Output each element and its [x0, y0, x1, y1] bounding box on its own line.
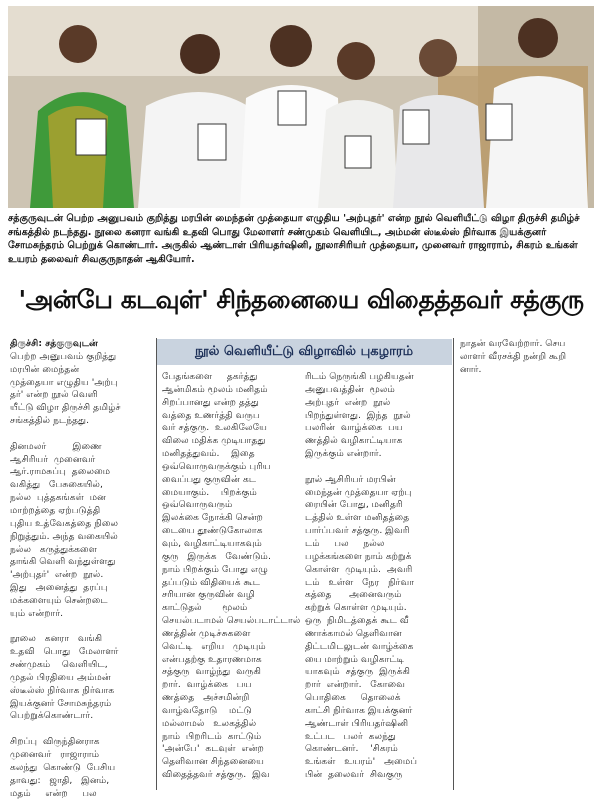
article-text-line: என்பதற்கு உதாரணமாக — [162, 653, 262, 665]
article-text-line: ஆர்.ராமசுப்பு தலைமை — [10, 466, 111, 478]
article-text-line: னார். — [460, 363, 482, 375]
article-text-line: இது அனைத்து தரப்பு — [10, 582, 108, 594]
article-text-line: டையை தூண்டுகோலாக — [162, 525, 263, 537]
article-text-line: உதவி பொது மேலாளர் — [10, 646, 119, 658]
article-text-line: மாற்றத்தை ஏற்படுத்தி — [10, 504, 101, 516]
article-text-line: றார் என்றார். கோவை — [305, 679, 405, 691]
article-text-line: விலை மதிக்க முடியாதது — [162, 435, 266, 447]
article-text-line: தினமலர் இணை — [10, 440, 102, 452]
article-text-line: பெற்றுக்கொண்டார். — [10, 710, 94, 722]
article-text-line: வும், வழிகாட்டியாகவும் — [162, 537, 262, 549]
caption-line: சோமசுந்தரம் பெற்றுக் கொண்டார். அருகில் ஆண்டாள் பிரியதர்ஷினி, நூலாசிரியர் முத்தையா, முனைவர் ராஜாராம், சிகரம் உங்கள் — [8, 240, 578, 251]
article-text-line: ணத்தில் வழிகாட்டியாக — [305, 435, 403, 447]
article-text-line: யும் என்றார். — [10, 607, 64, 619]
article-text-line: நல்ல புத்தகங்கள் மன — [10, 492, 107, 504]
article-text-line: இயக்குனர் சோமசுந்தரம் — [10, 697, 112, 709]
article-text-line — [305, 461, 443, 474]
article-text-line: சங்கத்தில் நடந்தது. — [10, 415, 90, 427]
article-headline: 'அன்பே கடவுள்' சிந்தனையை விதைத்தவர் சத்குரு — [18, 285, 584, 314]
article-text-line: அற்புதர் என்ற நூல் — [305, 396, 391, 408]
article-text-line: ஆண்டாள் பிரியதர்ஷினி — [305, 717, 409, 729]
article-text-line: வர் சத்குரு. உலகிலேயே — [162, 422, 268, 434]
article-text-line: யாகவும் சத்குரு இருக்கி — [305, 666, 410, 678]
article-text-line: பலரின் வாழ்க்கை பய — [305, 422, 403, 434]
article-text-line: ஒரு நிமிடத்தைக் கூட வீ — [305, 615, 409, 627]
article-text-line: வாழ்வதோடு மட்டு — [162, 704, 252, 716]
article-text-line: மரபின் மைந்தன் — [10, 363, 80, 375]
article-text-line: தர்' என்ற நூல் வெளி — [10, 389, 98, 401]
article-text-line: பார்ப்பவர் சத்குரு. இவரி — [305, 525, 410, 537]
article-text-line: 'அன்பே' கடவுள் என்ற — [162, 743, 264, 755]
article-text-line: தாங்கி வெளி வந்துள்ளது — [10, 556, 116, 568]
caption-line: உயரம் தலைவர் சிவகுருநாதன் ஆகியோர். — [8, 253, 195, 265]
article-text-line: மக்களையும் சென்றடை — [10, 594, 108, 606]
article-text-line: உங்கள் உயரம்' அமைப் — [305, 756, 418, 768]
article-text-line: றார். வாழ்க்கை பய — [162, 679, 252, 691]
caption-line: சத்குருவுடன் பெற்ற அனுபவம் குறித்து மரபின் மைந்தன் முத்தையா எழுதிய 'அற்புதர்' என்ற நூல் வெளியீட்டு விழா திருச்சி தமிழ்ச் — [8, 213, 580, 224]
photo-caption — [8, 212, 594, 266]
article-text-line: புதிய உத்வேகத்தை நிலை — [10, 517, 119, 529]
article-text-line: ஆன்மிகம் மூலம் மனிதம் — [162, 383, 268, 395]
article-text-line: தெளிவான சிந்தனையை — [162, 756, 264, 768]
article-text-line: வைப்பது குருவின் கட — [162, 473, 257, 485]
article-column-2 — [162, 371, 300, 782]
article-text-line: செயல்படாமல் செயல்படாட்டால் — [162, 615, 300, 627]
article-text-line: சிறப்பானது என்ற தத்து — [162, 396, 259, 408]
article-text-line: முத்தையா எழுதிய 'அற்பு — [10, 376, 118, 388]
article-text-line: ஒவ்வொருவரும் — [162, 499, 233, 511]
article-text-line: சிறப்பு விருந்தினராக — [10, 736, 100, 748]
article-text-line: நூலை கனரா வங்கி — [10, 633, 103, 645]
column-divider — [453, 338, 454, 790]
article-text-line: சத்குரு வாழ்ந்து வருகி — [162, 666, 262, 678]
article-text-line: வத்தை உணர்த்தி வருப — [162, 409, 260, 421]
article-column-4 — [460, 338, 595, 377]
article-text-line: யீட்டு விழா திருச்சி தமிழ்ச் — [10, 402, 121, 414]
article-text-line: காட்சி நிர்வாக இயக்குனர் — [305, 704, 413, 716]
article-text-line: இலக்கை நோக்கி சென்ற — [162, 512, 263, 524]
article-text-line: நாதன் வரவேற்றார். செய — [460, 338, 566, 349]
article-text-line: 'அற்புதர்' என்ற நூல். — [10, 569, 104, 581]
article-text-line: தப்படும் விதியைக் கூட — [162, 576, 261, 588]
event-photo — [8, 6, 594, 208]
article-text-line: வெட்டி எறிய முடியும் — [162, 640, 266, 652]
article-column-1 — [10, 338, 152, 800]
article-text-line — [10, 621, 152, 634]
article-text-line: கத்தை அனைவரும் — [305, 589, 402, 601]
article-text-line: டத்தில் உள்ள மனிதத்தை — [305, 512, 410, 524]
article-text-line: பின் தலைவர் சிவகுரு — [305, 769, 403, 781]
article-text-line: ணத்தை அச்சமின்றி — [162, 692, 250, 704]
column-divider — [156, 338, 157, 790]
article-text-line: சரியான குருவின் வழி — [162, 589, 255, 601]
article-text-line: நல்ல கருத்துக்களை — [10, 543, 97, 555]
article-subheading: நூல் வெளியீட்டு விழாவில் புகழாரம் — [156, 339, 452, 365]
article-text-line: கற்றுக் கொள்ள முடியும். — [305, 602, 407, 614]
article-text-line: இருக்கும் என்றார். — [305, 448, 382, 460]
article-text-line: ஆசிரியர் முனைவர் — [10, 453, 96, 465]
article-text-line: பிறந்துள்ளது. இந்த நூல் — [305, 409, 411, 421]
article-text-line: உட்பட பலர் கலந்து — [305, 730, 397, 742]
article-text-line: குரு இருக்க வேண்டும். — [162, 550, 271, 562]
article-text-line: ரிடம் நெருங்கி பழகியதன் — [305, 371, 414, 382]
article-text-line: வகித்து பேசுகையில், — [10, 479, 103, 491]
article-text-line: சண்முகம் வெளியிட, — [10, 659, 108, 671]
article-text-line: முதல் பிரதியை அம்மன் — [10, 671, 111, 683]
caption-line: சங்கத்தில் நடந்தது. நூலை கனரா வங்கி உதவி பொது மேலாளர் சண்முகம் வெளியிட, அம்மன் ஸ்டீல்ஸ் நிர்வாக இயக்குனர் — [8, 226, 547, 238]
article-text-line: தாவது: ஜாதி, இனம், — [10, 774, 110, 786]
article-text-line: பெற்ற அனுபவம் குறித்து — [10, 350, 117, 362]
article-text-line: திருச்சி: சத்குருவுடன் — [10, 338, 98, 349]
article-text-line: கொண்டனர். 'சிகரம் — [305, 743, 398, 755]
article-text-line: நூல் ஆசிரியர் மரபின் — [305, 473, 396, 485]
article-text-line: யை மாற்றும் வழிகாட்டி — [305, 653, 405, 665]
book-release-photo — [8, 6, 594, 208]
article-text-line: மையாகும். பிறக்கும் — [162, 486, 257, 498]
article-text-line: கொள்ள முடியும். அவரி — [305, 563, 413, 575]
article-column-3 — [305, 371, 443, 782]
article-text-line: ணாக்காமல் தெளிவான — [305, 627, 402, 639]
article-text-line: விதைத்தவர் சத்குரு. இவ — [162, 769, 270, 781]
article-text-line — [10, 428, 152, 441]
article-text-line: மல்லாமல் உலகத்தில் — [162, 717, 257, 729]
article-text-line: ஸ்டீல்ஸ் நிர்வாக நிர்வாக — [10, 684, 115, 696]
article-text-line: லாளர் வீரசக்தி நன்றி கூறி — [460, 350, 567, 362]
article-text-line: மைந்தன் முத்தையா ஏற்பு — [305, 486, 412, 498]
article-text-line: ணத்தின் முடிச்சுகளை — [162, 627, 251, 639]
article-text-line: அனுபவத்தின் மூலம் — [305, 383, 395, 395]
article-text-line: நாம் பிறக்கும் போது எழு — [162, 563, 268, 575]
article-text-line: டம் உள்ள நேர நிர்வா — [305, 576, 415, 588]
article-text-line: டம் பல நல்ல — [305, 537, 385, 549]
article-text-line: திட்டமிடலுடன் வாழ்க்கை — [305, 640, 414, 652]
article-text-line: மதம் என்ற பல — [10, 787, 97, 799]
article-text-line — [10, 723, 152, 736]
article-text-line: காட்டுதல் மூலம் — [162, 602, 248, 614]
article-text-line: ரையின் போது, மனிதரி — [305, 499, 403, 511]
article-text-line: நிறுத்தும். அந்த வகையில் — [10, 530, 118, 542]
article-text-line: மனிதத்துவம். இதை — [162, 448, 255, 460]
article-text-line: பொதிகை தொலைக் — [305, 692, 401, 704]
article-text-line: நாம் பிறரிடம் காட்டும் — [162, 730, 262, 742]
article-text-line: கலந்து கொண்டு பேசிய — [10, 761, 116, 773]
article-text-line: பழக்கங்களை நாம் கற்றுக் — [305, 550, 412, 562]
article-text-line: முனைவர் ராஜாராம் — [10, 749, 100, 760]
article-text-line: ஒவ்வொருவருக்கும் புரிய — [162, 460, 271, 472]
article-text-line: பேதங்களை தகர்த்து — [162, 371, 258, 382]
